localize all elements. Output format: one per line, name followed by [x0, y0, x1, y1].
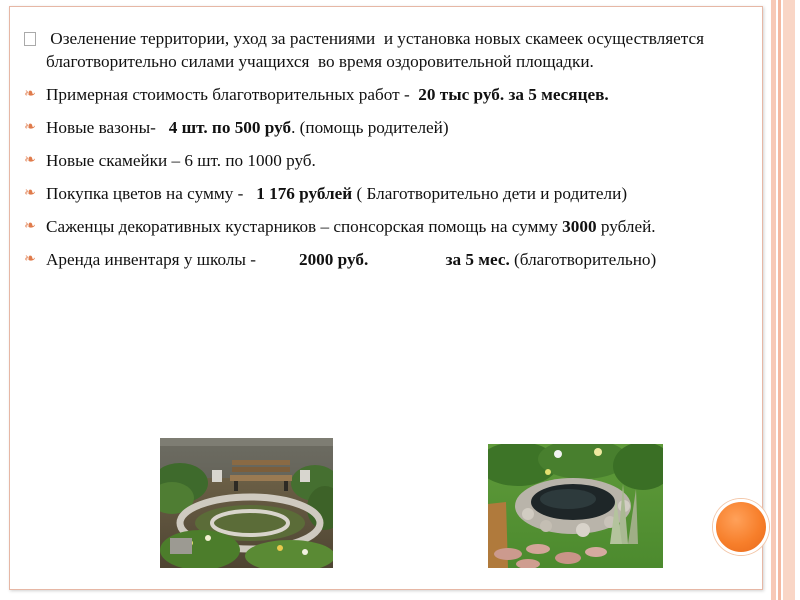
- bullet-icon: ❧: [24, 86, 36, 102]
- bullet-text: Аренда инвентаря у школы -: [46, 250, 299, 269]
- garden-bench-image: [160, 438, 333, 568]
- bullet-text: (благотворительно): [509, 250, 657, 269]
- bullet-text: Саженцы декоративных кустарников – спонсорская помощь на сумму: [46, 217, 563, 236]
- bullet-icon: ❧: [24, 119, 36, 135]
- garden-pond-photo: [488, 444, 663, 568]
- bullet-item: [24, 248, 724, 271]
- decor-stripe: [783, 0, 795, 600]
- bullet-text: Новые скамейки – 6 шт. по 1000 руб.: [46, 151, 316, 170]
- bullet-item: [24, 149, 724, 172]
- bullet-icon: ❧: [24, 185, 36, 201]
- bullet-text: рублей.: [596, 217, 656, 236]
- bullet-item: [24, 215, 724, 238]
- decor-orange-circle: [713, 499, 769, 555]
- decor-stripe: [771, 0, 776, 600]
- bullet-list: [24, 27, 724, 281]
- bullet-bold-text: 1 176 рублей: [256, 184, 353, 203]
- bullet-text: Покупка цветов на сумму -: [46, 184, 257, 203]
- bullet-item: [24, 27, 724, 73]
- bullet-icon: [24, 32, 36, 46]
- bullet-bold-text: 4 шт. по 500 руб: [168, 118, 292, 137]
- bullet-item: [24, 83, 724, 106]
- bullet-text: ( Благотворительно дети и родители): [352, 184, 628, 203]
- bullet-bold-text: 20 тыс руб. за 5 месяцев.: [418, 85, 609, 104]
- bullet-item: [24, 116, 724, 139]
- bullet-text: . (помощь родителей): [291, 118, 449, 137]
- bullet-icon: ❧: [24, 152, 36, 168]
- garden-bench-photo: [160, 438, 333, 568]
- bullet-icon: ❧: [24, 251, 36, 267]
- bullet-bold-text: 3000: [562, 217, 597, 236]
- decor-stripe: [778, 0, 781, 600]
- bullet-text: Озеленение территории, уход за растениями и установка новых скамеек осуществляется благотворительно силами учащихся во время оздоровительной площадки.: [46, 29, 709, 71]
- bullet-icon: ❧: [24, 218, 36, 234]
- bullet-bold-text: 2000 руб. за 5 мес.: [298, 250, 510, 269]
- bullet-text: Примерная стоимость благотворительных работ -: [46, 85, 419, 104]
- bullet-item: [24, 182, 724, 205]
- bullet-text: Новые вазоны-: [46, 118, 169, 137]
- garden-pond-image: [488, 444, 663, 568]
